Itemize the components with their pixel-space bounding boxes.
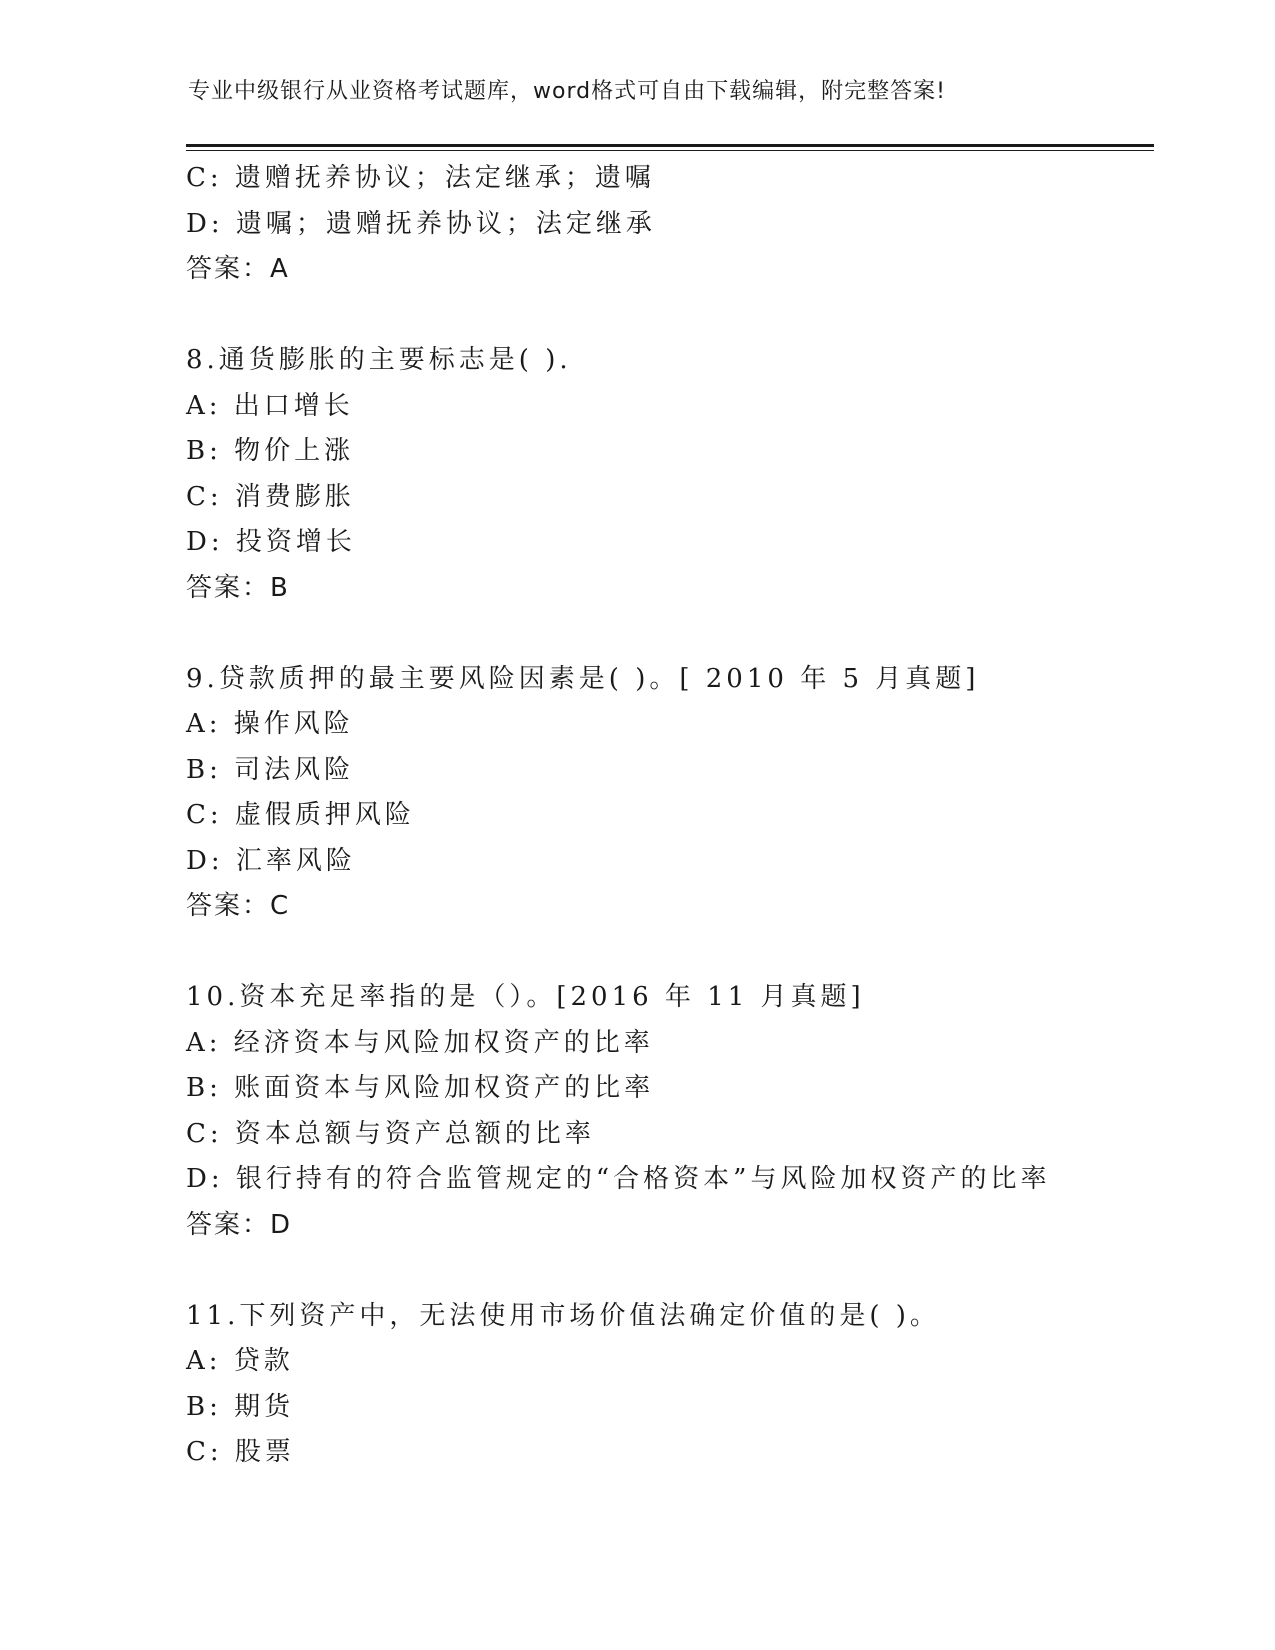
answer-line: 答案：C [186,891,291,921]
option-a: A: 贷款 [186,1346,294,1376]
answer-line: 答案：D [186,1209,293,1240]
option-a: A: 操作风险 [186,709,354,739]
option-b: B: 司法风险 [186,754,355,785]
option-b: B: 账面资本与风险加权资产的比率 [186,1073,655,1103]
question-block [186,338,1166,611]
question-text: 11.下列资产中，无法使用市场价值法确定价值的是( )。 [186,1300,940,1331]
option-d: D: 银行持有的符合监管规定的“合格资本”与风险加权资产的比率 [186,1164,1051,1194]
option-c: C: 消费膨胀 [186,481,355,512]
option-c: C: 虚假质押风险 [186,800,415,830]
question-text: 8.通货膨胀的主要标志是( ). [186,345,572,375]
option-d: D: 投资增长 [186,527,356,557]
option-b: B: 期货 [186,1391,295,1422]
option-d: D: 遗嘱；遗赠抚养协议；法定继承 [186,208,656,239]
option-c: C: 股票 [186,1437,295,1467]
question-text: 9.贷款质押的最主要风险因素是( )。[ 2010 年 5 月真题] [186,663,980,694]
page-header: 专业中级银行从业资格考试题库，word格式可自由下载编辑，附完整答案! [188,79,946,104]
option-a: A: 经济资本与风险加权资产的比率 [186,1027,654,1058]
option-b: B: 物价上涨 [186,436,355,466]
option-c: C: 遗赠抚养协议；法定继承；遗嘱 [186,163,655,193]
question-block [186,657,1166,930]
question-block [186,975,1166,1248]
question-text: 10.资本充足率指的是（）。[2016 年 11 月真题] [186,982,865,1012]
question-block [186,156,1166,293]
question-list [186,156,1166,1476]
option-d: D: 汇率风险 [186,845,356,876]
header-divider-thick [186,144,1154,147]
answer-line: 答案：A [186,254,290,284]
header-divider-thin [186,150,1154,151]
answer-line: 答案：B [186,572,290,603]
option-a: A: 出口增长 [186,390,354,421]
option-c: C: 资本总额与资产总额的比率 [186,1118,595,1149]
question-block [186,1294,1166,1476]
